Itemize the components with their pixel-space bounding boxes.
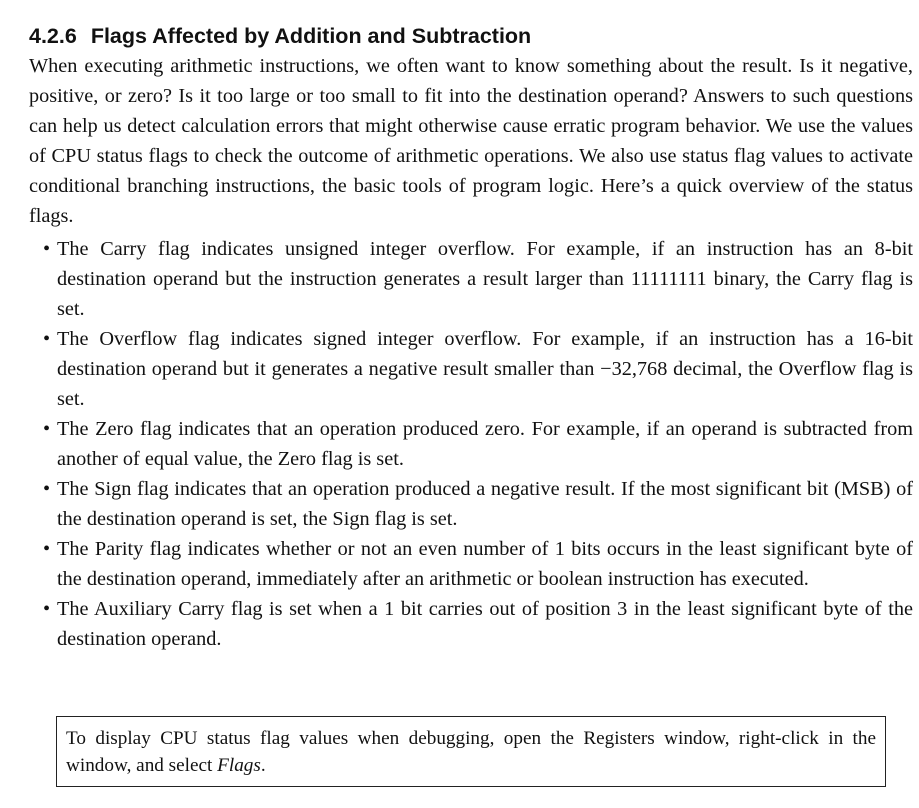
list-item-text: The Overflow flag indicates signed integer overflow. For example, if an instruction has a 16-bit destination operand but it generates a negative result smaller than −32,768 decimal, the Overflow flag is set. [57, 328, 913, 410]
status-flag-list [29, 234, 913, 654]
list-item-text: The Zero flag indicates that an operation produced zero. For example, if an operand is subtracted from another of equal value, the Zero flag is set. [57, 418, 913, 470]
list-item-carry-flag [29, 234, 913, 324]
bullet-marker: • [43, 418, 51, 440]
section-number: 4.2.6 [29, 24, 77, 48]
list-item-auxiliary-carry-flag [29, 594, 913, 654]
list-item-text: The Sign flag indicates that an operation produced a negative result. If the most significant bit (MSB) of the destination operand is set, the Sign flag is set. [57, 478, 913, 530]
bullet-marker: • [43, 238, 51, 260]
bullet-marker: • [43, 328, 51, 350]
bullet-marker: • [43, 598, 51, 620]
intro-paragraph: When executing arithmetic instructions, we often want to know something about the result. Is it negative, positive, or zero? Is it too large or too small to fit into the destination operand? Answers to such questions can help us detect calculation errors that might otherwise cause erratic program behavior. We use the values of CPU status flags to check the outcome of arithmetic operations. We also use status flag values to activate conditional branching instructions, the basic tools of program logic. Here’s a quick overview of the status flags. [29, 55, 913, 227]
tip-text: To display CPU status flag values when debugging, open the Registers window, right-click in the window, and select [66, 728, 876, 776]
bullet-marker: • [43, 538, 51, 560]
list-item-text: The Carry flag indicates unsigned integer overflow. For example, if an instruction has an 8-bit destination operand but the instruction generates a result larger than 11111111 binary, the Carry flag is set. [57, 238, 913, 320]
list-item-text: The Parity flag indicates whether or not an even number of 1 bits occurs in the least significant byte of the destination operand, immediately after an arithmetic or boolean instruction has executed. [57, 538, 913, 590]
list-item-sign-flag [29, 474, 913, 534]
page-content [29, 22, 913, 654]
section-title: Flags Affected by Addition and Subtraction [90, 24, 532, 48]
section-heading [29, 22, 913, 50]
tip-end: . [260, 755, 266, 776]
bullet-marker: • [43, 478, 51, 500]
list-item-zero-flag [29, 414, 913, 474]
list-item-text: The Auxiliary Carry flag is set when a 1 bit carries out of position 3 in the least significant byte of the destination operand. [57, 598, 913, 650]
debugging-tip-box [56, 716, 886, 787]
list-item-parity-flag [29, 534, 913, 594]
tip-emphasis: Flags [217, 755, 261, 776]
list-item-overflow-flag [29, 324, 913, 414]
